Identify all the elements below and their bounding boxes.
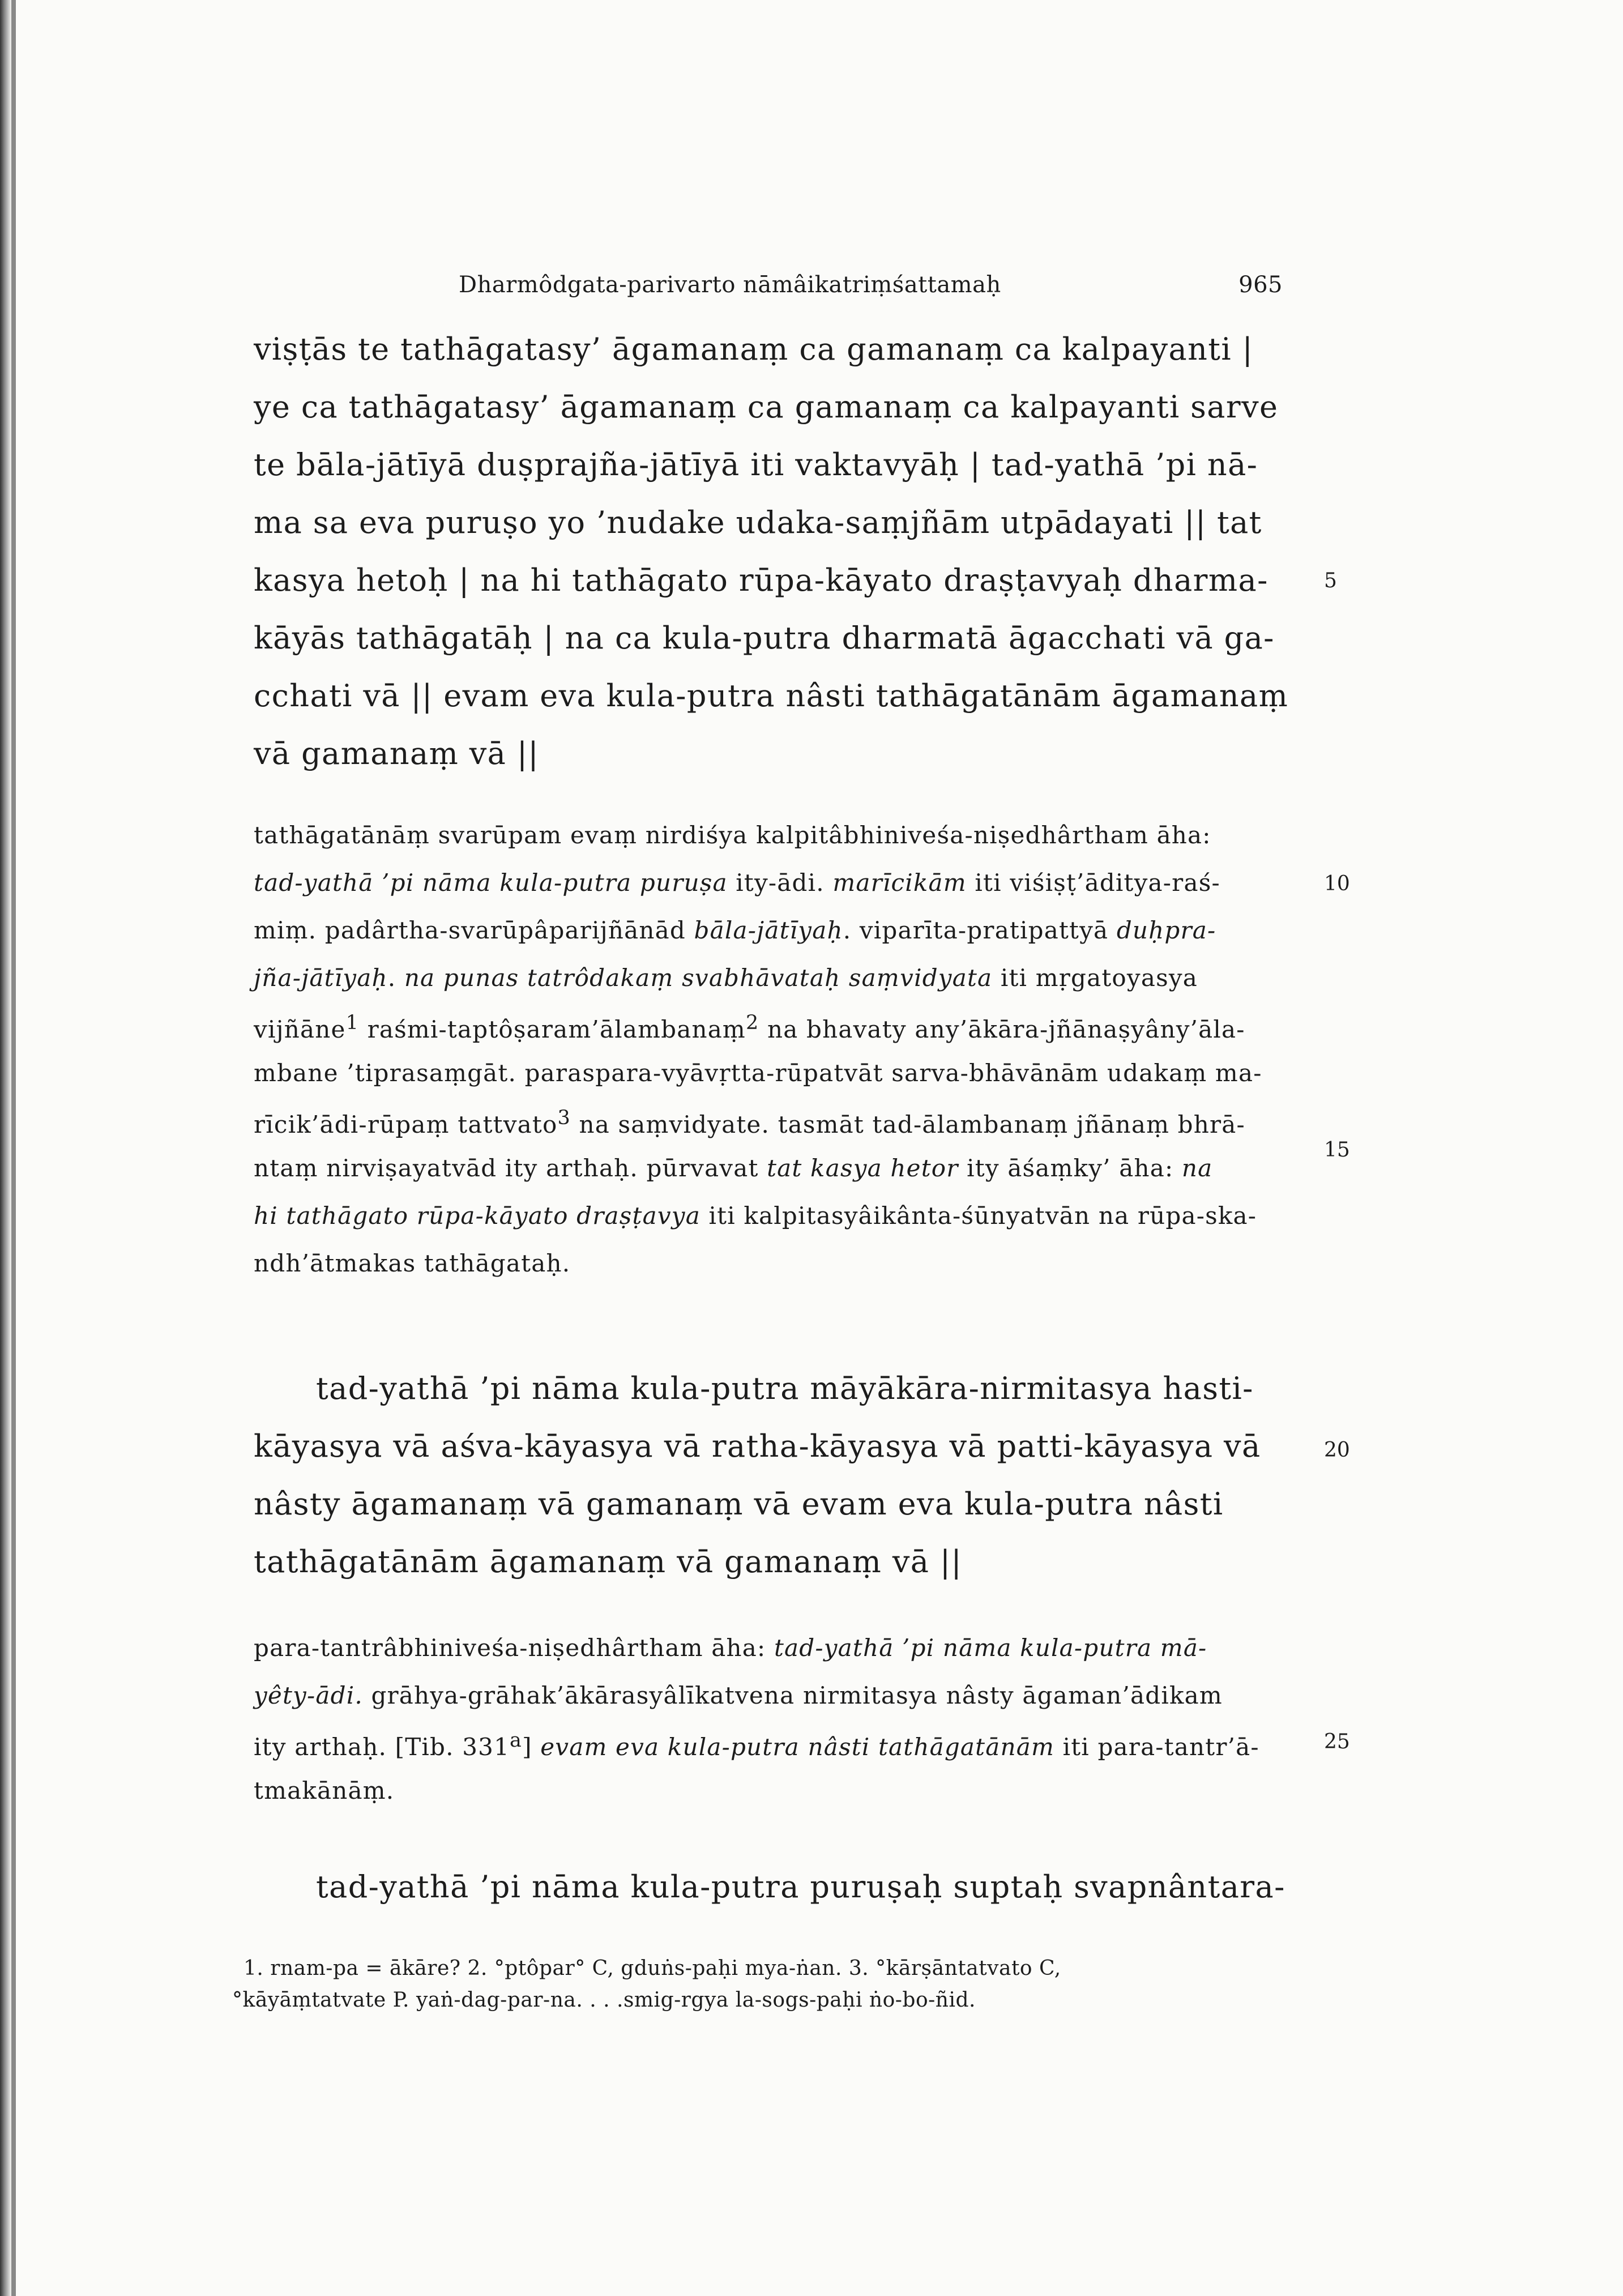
- footnote-line: 1. rnam-pa = ākāre? 2. °ptôpar° C, gduṅs-paḥi mya-ṅan. 3. °kārṣāntatvato C,: [244, 1957, 1061, 1980]
- commentary-line: rīcik’ādi-rūpaṃ tattvato$^3$ na saṃvidyate. tasmāt tad-ālambanaṃ jñānaṃ bhrā-: [254, 1107, 1245, 1138]
- commentary-line: vijñāne$^1$ raśmi-taptôṣaram’ālambanaṃ$^2$ na bhavaty any’ākāra-jñānaṣyâny’āla-: [254, 1012, 1245, 1043]
- text-line: tad-yathā ’pi nāma kula-putra puruṣaḥ suptaḥ svapnântara-: [316, 1869, 1285, 1905]
- commentary-line: hi tathāgato rūpa-kāyato draṣṭavya iti kalpitasyâikânta-śūnyatvān na rūpa-ska-: [254, 1202, 1257, 1230]
- commentary-line: tad-yathā ’pi nāma kula-putra puruṣa ity-ādi. marīcikām iti viśiṣṭ’āditya-raś-: [254, 869, 1220, 897]
- commentary-line: tmakānāṃ.: [254, 1777, 395, 1804]
- text-line: cchati vā || evam eva kula-putra nâsti tathāgatānām āgamanaṃ: [254, 678, 1289, 714]
- line-number: 10: [1324, 872, 1350, 895]
- commentary-line: miṃ. padârtha-svarūpâparijñānād bāla-jātīyaḥ. viparīta-pratipattyā duḥpra-: [254, 916, 1216, 944]
- line-number: 5: [1324, 569, 1337, 592]
- commentary-line: jña-jātīyaḥ. na punas tatrôdakaṃ svabhāvataḥ saṃvidyata iti mṛgatoyasya: [254, 964, 1198, 992]
- text-line: viṣṭās te tathāgatasy’ āgamanaṃ ca gamanaṃ ca kalpayanti |: [254, 331, 1254, 367]
- commentary-line: ntaṃ nirviṣayatvād ity arthaḥ. pūrvavat tat kasya hetor ity āśaṃky’ āha: na: [254, 1154, 1213, 1182]
- line-number: 25: [1324, 1730, 1350, 1753]
- page-number: 965: [1238, 272, 1283, 298]
- commentary-line: tathāgatānāṃ svarūpam evaṃ nirdiśya kalpitâbhiniveśa-niṣedhârtham āha:: [254, 821, 1211, 849]
- text-line: ye ca tathāgatasy’ āgamanaṃ ca gamanaṃ ca kalpayanti sarve: [254, 389, 1279, 425]
- commentary-line: ity arthaḥ. [Tib. 331$^a$] evam eva kula-putra nâsti tathāgatānām iti para-tantr’ā-: [254, 1729, 1259, 1761]
- text-line: tathāgatānām āgamanaṃ vā gamanaṃ vā ||: [254, 1544, 963, 1580]
- commentary-line: yêty-ādi. grāhya-grāhak’ākārasyâlīkatvena nirmitasya nâsty āgaman’ādikam: [254, 1682, 1223, 1709]
- running-title: Dharmôdgata-parivarto nāmâikatriṃśattamaḥ: [459, 272, 1001, 298]
- text-line: kāyasya vā aśva-kāyasya vā ratha-kāyasya vā patti-kāyasya vā: [254, 1428, 1261, 1464]
- line-number: 20: [1324, 1439, 1350, 1462]
- text-line: kāyās tathāgatāḥ | na ca kula-putra dharmatā āgacchati vā ga-: [254, 620, 1275, 656]
- text-line: ma sa eva puruṣo yo ’nudake udaka-saṃjñām utpādayati || tat: [254, 505, 1262, 540]
- text-line: te bāla-jātīyā duṣprajña-jātīyā iti vaktavyāḥ | tad-yathā ’pi nā-: [254, 447, 1258, 483]
- commentary-line: ndh’ātmakas tathāgataḥ.: [254, 1249, 571, 1277]
- text-line: kasya hetoḥ | na hi tathāgato rūpa-kāyato draṣṭavyaḥ dharma-: [254, 562, 1268, 598]
- line-number: 15: [1324, 1138, 1350, 1162]
- page-binding-edge: [0, 0, 11, 2296]
- commentary-line: mbane ’tiprasaṃgāt. paraspara-vyāvṛtta-rūpatvāt sarva-bhāvānām udakaṃ ma-: [254, 1059, 1262, 1087]
- binding-mark: [11, 0, 16, 2296]
- text-line: vā gamanaṃ vā ||: [254, 736, 540, 771]
- text-line: tad-yathā ’pi nāma kula-putra māyākāra-nirmitasya hasti-: [316, 1371, 1254, 1406]
- footnote-line: °kāyāṃtatvate P. yaṅ-dag-par-na. . . .smig-rgya la-sogs-paḥi ṅo-bo-ñid.: [232, 1988, 976, 2012]
- text-line: nâsty āgamanaṃ vā gamanaṃ vā evam eva kula-putra nâsti: [254, 1486, 1224, 1522]
- commentary-line: para-tantrâbhiniveśa-niṣedhârtham āha: tad-yathā ’pi nāma kula-putra mā-: [254, 1634, 1207, 1662]
